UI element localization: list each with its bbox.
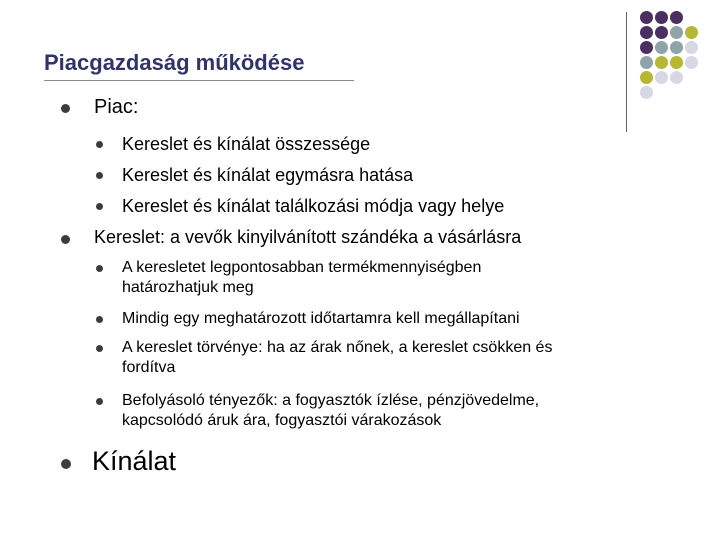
piac-item: Kereslet és kínálat találkozási módja vagy helye	[122, 196, 505, 216]
bullet-icon	[61, 235, 70, 244]
decorative-dot	[640, 26, 653, 39]
kereslet-item	[122, 258, 481, 298]
bullet-icon	[96, 398, 103, 405]
bullet-icon	[96, 345, 103, 352]
decorative-dot	[640, 86, 653, 99]
decorative-dot	[655, 11, 668, 24]
kereslet-item-line: Mindig egy meghatározott időtartamra kell megállapítani	[122, 310, 520, 327]
kereslet-item	[122, 338, 552, 378]
bullet-icon	[96, 141, 103, 148]
decorative-dot	[640, 71, 653, 84]
kereslet-item-line: Befolyásoló tényezők: a fogyasztók ízlése, pénzjövedelme,	[122, 392, 540, 409]
piac-item: Kereslet és kínálat egymásra hatása	[122, 165, 414, 185]
decorative-dot	[640, 56, 653, 69]
decorative-dot	[670, 41, 683, 54]
bullet-icon	[96, 203, 103, 210]
kereslet-heading: Kereslet: a vevők kinyilvánított szándéka a vásárlásra	[94, 227, 522, 247]
decorative-dot	[670, 71, 683, 84]
kereslet-item-line: A keresletet legpontosabban termékmennyiségben	[122, 259, 482, 276]
decorative-dot	[670, 11, 683, 24]
decorative-dot	[655, 26, 668, 39]
decorative-dot	[685, 26, 698, 39]
decorative-dot	[685, 41, 698, 54]
kereslet-item-line: kapcsolódó áruk ára, fogyasztói várakozások	[122, 412, 442, 429]
decorative-dot	[670, 26, 683, 39]
decorative-dot	[655, 41, 668, 54]
decorative-dot	[640, 41, 653, 54]
piac-item: Kereslet és kínálat összessége	[122, 134, 371, 154]
kereslet-item	[122, 309, 520, 329]
decorative-dot	[655, 71, 668, 84]
bullet-icon	[96, 265, 103, 272]
decorative-dot	[655, 56, 668, 69]
bullet-icon	[96, 172, 103, 179]
piac-heading: Piac:	[94, 96, 139, 118]
decorative-dot	[685, 56, 698, 69]
kereslet-item-line: A kereslet törvénye: ha az árak nőnek, a kereslet csökken és	[122, 339, 553, 356]
bullet-icon	[61, 459, 71, 469]
decorative-dot	[670, 56, 683, 69]
kereslet-item-line: fordítva	[122, 359, 176, 376]
kereslet-item-line: határozhatjuk meg	[122, 279, 254, 296]
kinalat-heading: Kínálat	[92, 446, 177, 476]
decorative-dot	[640, 11, 653, 24]
bullet-icon	[96, 316, 103, 323]
kereslet-item	[122, 391, 539, 431]
slide-title: Piacgazdaság működése	[44, 50, 305, 75]
bullet-icon	[61, 104, 70, 113]
